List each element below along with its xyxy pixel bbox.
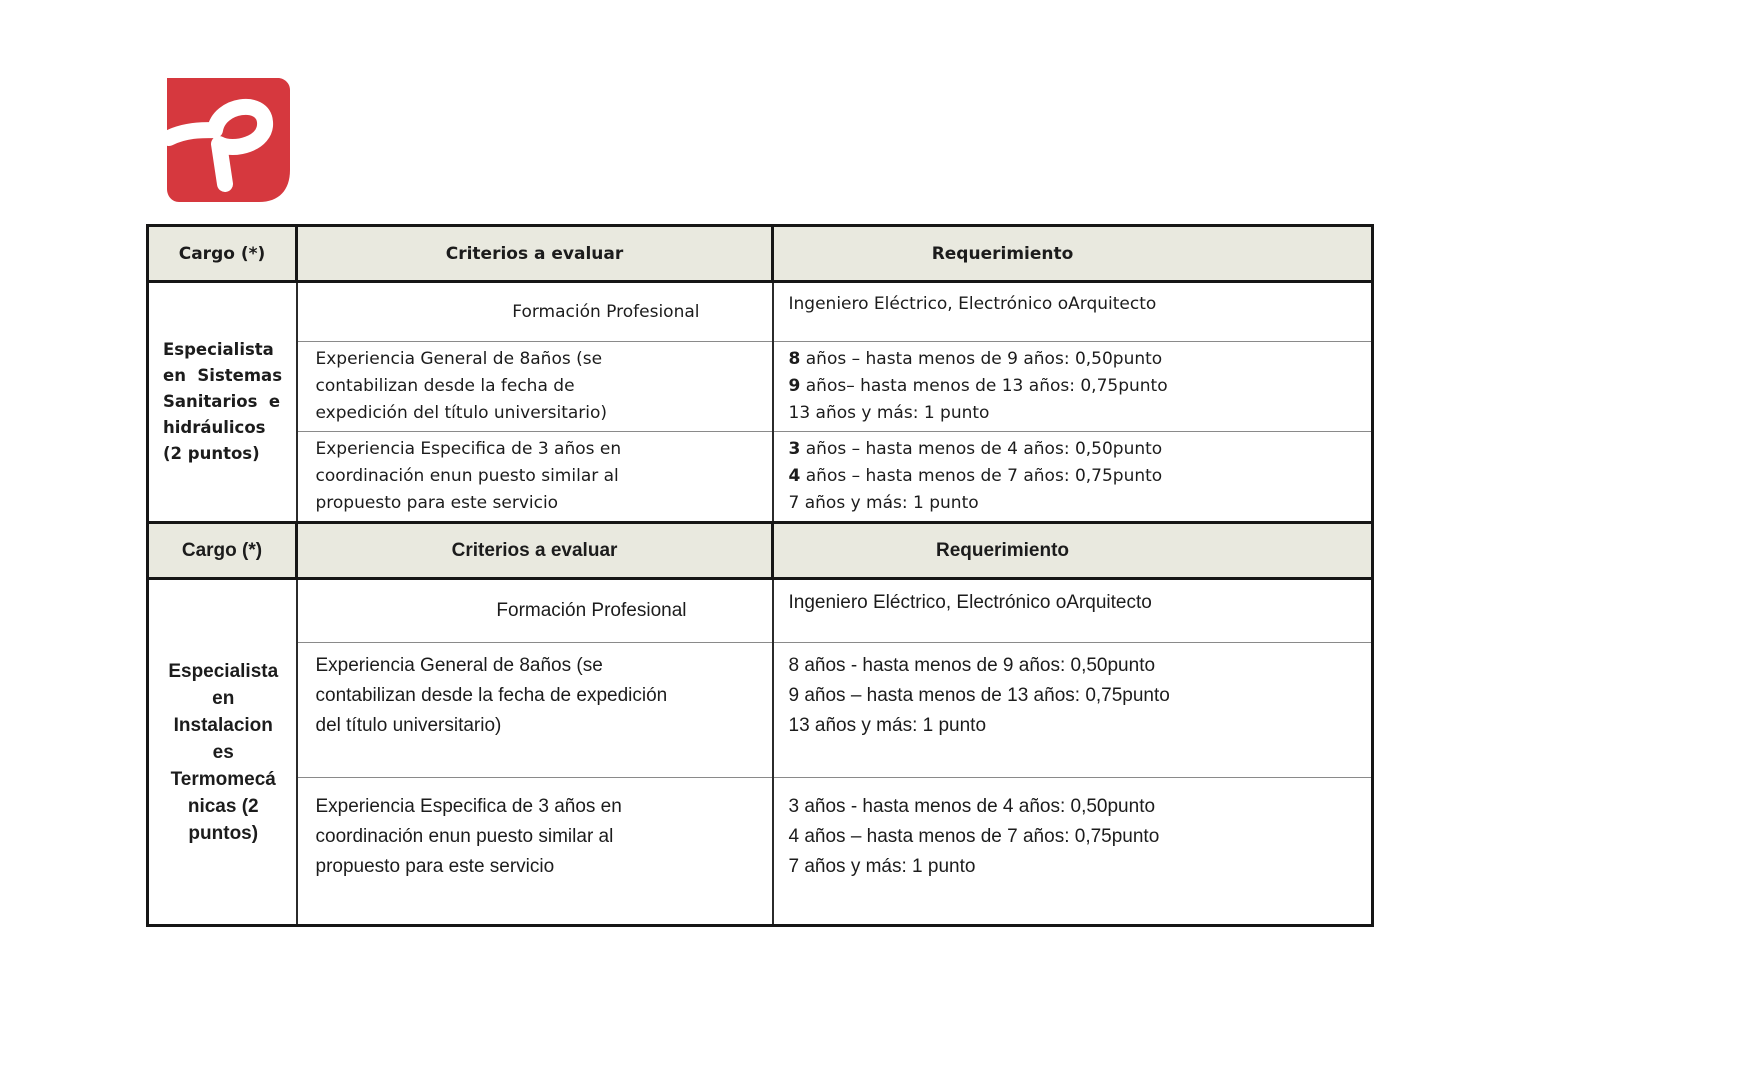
table1-row-exp-general xyxy=(148,342,1373,432)
table2-criterio-formacion xyxy=(297,579,773,643)
requirement-text: 3 años - hasta menos de 4 años: 0,50punto xyxy=(788,796,1156,817)
table1-criterio-exp-especifica xyxy=(297,432,773,523)
table1-header-cargo: Cargo (*) xyxy=(148,226,297,282)
table1-header-row xyxy=(148,226,1373,282)
table1-req-formacion xyxy=(773,282,1373,342)
table2-row-exp-especifica xyxy=(148,778,1373,926)
requirement-text: Ingeniero Eléctrico, Electrónico oArquitecto xyxy=(788,592,1152,613)
requirement-line xyxy=(789,490,1362,517)
cargo-line: en xyxy=(212,687,235,709)
criterio-line: Experiencia Especifica de 3 años en xyxy=(315,439,622,459)
table1-cargo-cell xyxy=(148,282,297,523)
requirement-line xyxy=(789,681,1362,711)
table2-req-exp-especifica xyxy=(773,778,1373,926)
evaluation-table-sanitarios xyxy=(146,224,1374,524)
cargo-line: es xyxy=(212,741,234,763)
requirement-line xyxy=(789,463,1362,490)
cargo-line: hidráulicos xyxy=(163,418,266,437)
requirement-number: 9 xyxy=(788,376,801,396)
requirement-line xyxy=(789,373,1362,400)
table1-row-formacion xyxy=(148,282,1373,342)
requirement-line xyxy=(789,792,1362,822)
table2-row-formacion xyxy=(148,579,1373,643)
criterio-line: coordinación enun puesto similar al xyxy=(315,466,619,486)
company-logo xyxy=(167,78,290,202)
table1-req-exp-especifica xyxy=(773,432,1373,523)
cargo-line: nicas (2 xyxy=(187,795,259,817)
table1-criterio-exp-general xyxy=(297,342,773,432)
table2-cargo-cell xyxy=(148,579,297,926)
requirement-line xyxy=(789,588,1362,618)
table1-req-exp-general xyxy=(773,342,1373,432)
evaluation-table-termomecanicas xyxy=(146,521,1374,927)
criterio-line: Experiencia Especifica de 3 años en xyxy=(315,796,622,817)
criterio-line: Experiencia General de 8años (se xyxy=(315,349,603,369)
requirement-line xyxy=(789,436,1362,463)
table2-header-criterios: Criterios a evaluar xyxy=(297,523,773,579)
cargo-line: Especialista xyxy=(163,340,274,359)
requirement-text: años– hasta menos de 13 años: 0,75punto xyxy=(800,376,1168,396)
table2-header-requerimiento: Requerimiento xyxy=(773,523,1373,579)
criterio-line: propuesto para este servicio xyxy=(315,856,555,877)
criterio-line: expedición del título universitario) xyxy=(315,403,608,423)
requirement-text: años – hasta menos de 4 años: 0,50punto xyxy=(800,439,1163,459)
criterio-line: del título universitario) xyxy=(315,715,502,736)
criterio-line: contabilizan desde la fecha de expedición xyxy=(315,685,668,706)
cargo-line: Especialista xyxy=(168,660,279,682)
criterio-text: Formación Profesional xyxy=(496,600,687,621)
requirement-text: 9 años – hasta menos de 13 años: 0,75punto xyxy=(788,685,1170,706)
table2-criterio-exp-general xyxy=(297,643,773,778)
p-pipe-logo-icon xyxy=(167,78,290,202)
requirement-number: 8 xyxy=(788,349,801,369)
table1-header-requerimiento: Requerimiento xyxy=(773,226,1373,282)
requirement-line xyxy=(789,711,1362,741)
table1-row-exp-especifica xyxy=(148,432,1373,523)
requirement-text: 7 años y más: 1 punto xyxy=(788,856,976,877)
requirement-line xyxy=(789,400,1362,427)
requirement-text: 7 años y más: 1 punto xyxy=(788,493,979,513)
requirement-line xyxy=(789,291,1362,318)
table2-header-cargo: Cargo (*) xyxy=(148,523,297,579)
requirement-line xyxy=(789,346,1362,373)
criterio-line: coordinación enun puesto similar al xyxy=(315,826,614,847)
cargo-line: en Sistemas xyxy=(163,366,283,385)
requirement-line xyxy=(789,651,1362,681)
requirement-text: 4 años – hasta menos de 7 años: 0,75punto xyxy=(788,826,1160,847)
cargo-line: (2 puntos) xyxy=(163,444,260,463)
criterio-line: contabilizan desde la fecha de xyxy=(315,376,575,396)
requirement-number: 4 xyxy=(788,466,801,486)
cargo-line: Sanitarios e xyxy=(163,392,281,411)
cargo-line: Instalacion xyxy=(173,714,273,736)
requirement-text: 13 años y más: 1 punto xyxy=(788,403,990,423)
table1-criterio-formacion xyxy=(297,282,773,342)
cargo-line: puntos) xyxy=(188,822,259,844)
requirement-line xyxy=(789,852,1362,882)
criterio-text: Formación Profesional xyxy=(512,301,700,322)
requirement-text: 8 años - hasta menos de 9 años: 0,50punto xyxy=(788,655,1156,676)
evaluation-tables xyxy=(146,224,1371,927)
cargo-line: Termomecá xyxy=(170,768,276,790)
table2-req-exp-general xyxy=(773,643,1373,778)
table2-header-row xyxy=(148,523,1373,579)
requirement-text: años – hasta menos de 9 años: 0,50punto xyxy=(800,349,1163,369)
table1-header-criterios: Criterios a evaluar xyxy=(297,226,773,282)
table2-req-formacion xyxy=(773,579,1373,643)
table2-row-exp-general xyxy=(148,643,1373,778)
criterio-line: Experiencia General de 8años (se xyxy=(315,655,603,676)
criterio-line: propuesto para este servicio xyxy=(315,493,559,513)
table2-criterio-exp-especifica xyxy=(297,778,773,926)
requirement-text: 13 años y más: 1 punto xyxy=(788,715,987,736)
requirement-line xyxy=(789,822,1362,852)
requirement-text: años – hasta menos de 7 años: 0,75punto xyxy=(800,466,1163,486)
requirement-number: 3 xyxy=(788,439,801,459)
requirement-text: Ingeniero Eléctrico, Electrónico oArquitecto xyxy=(788,294,1157,314)
